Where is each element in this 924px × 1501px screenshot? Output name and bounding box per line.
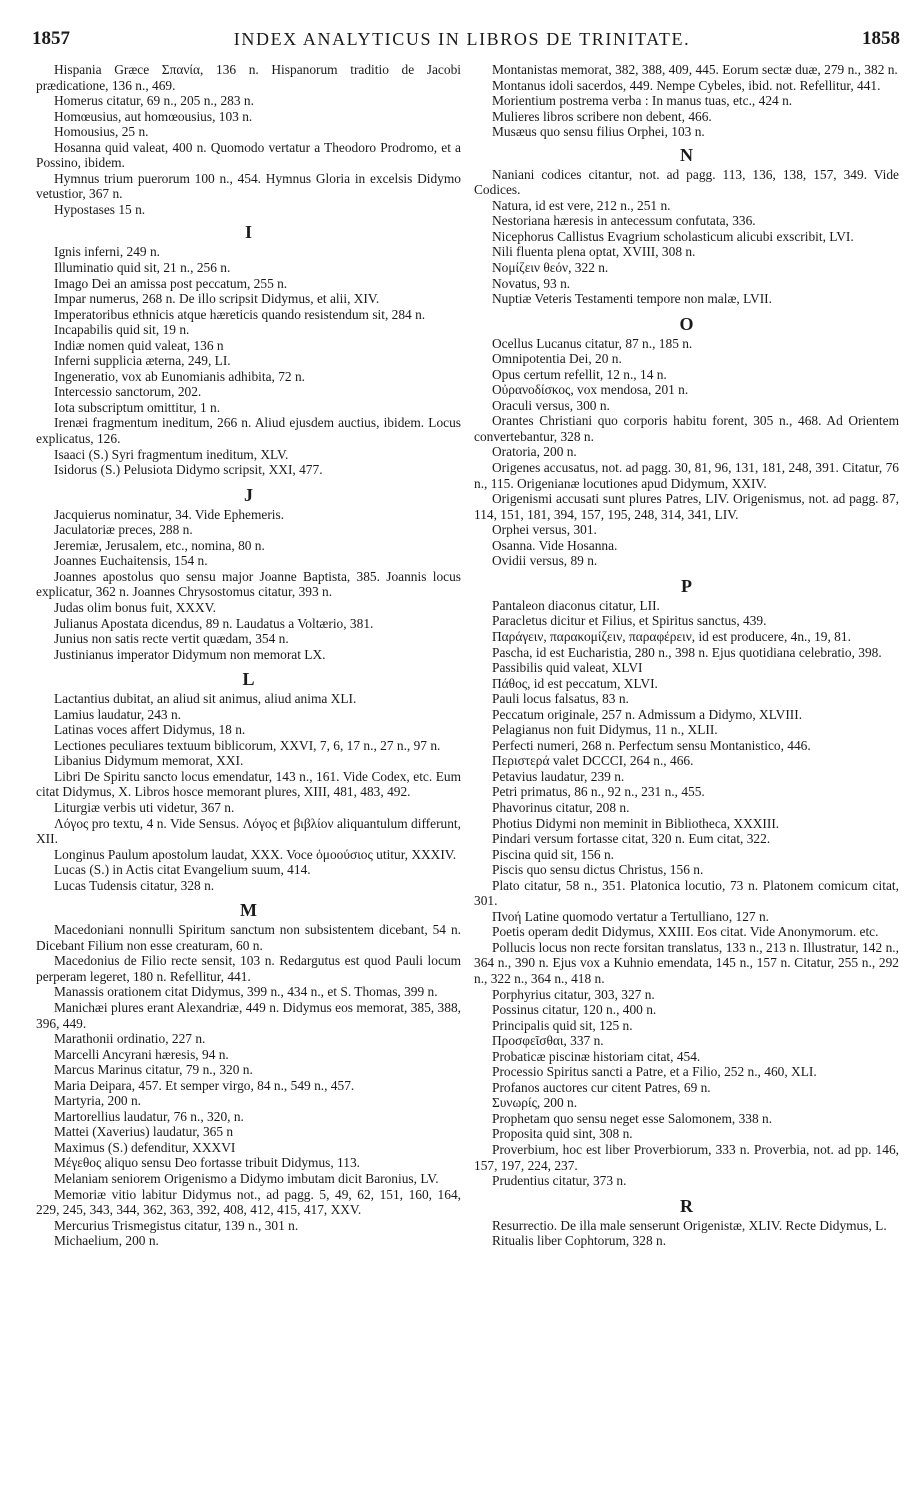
letter-section: [36, 220, 461, 477]
index-entry: Πνοή Latine quomodo vertatur a Tertulliano, 127 n.: [492, 908, 770, 924]
index-entry: Pindari versum fortasse citat, 320 n. Eum citat, 322.: [492, 831, 771, 847]
index-entry: Irenæi fragmentum ineditum, 266 n. Aliud ejusdem auctius, ibidem. Locus explicatus, 126.: [36, 415, 461, 447]
index-entry: Λόγος pro textu, 4 n. Vide Sensus. Λόγος et βιβλίον aliquantulum differunt, XII.: [36, 815, 461, 847]
index-entry: Junius non satis recte vertit quædam, 354 n.: [54, 631, 289, 647]
index-entry: Ingeneratio, vox ab Eunomianis adhibita, 72 n.: [54, 368, 306, 384]
section-letter-heading: L: [242, 669, 255, 690]
index-entry: Manichæi plures erant Alexandriæ, 449 n. Didymus eos memorat, 385, 388, 396, 449.: [36, 999, 461, 1031]
index-entry: Orphei versus, 301.: [492, 522, 597, 538]
index-entry: Poetis operam dedit Didymus, XXIII. Eos citat. Vide Anonymorum. etc.: [492, 924, 879, 940]
index-entry: Marathonii ordinatio, 227 n.: [54, 1031, 206, 1047]
section-letter-heading: M: [240, 900, 257, 921]
index-entry: Lamius laudatur, 243 n.: [54, 706, 182, 722]
index-entry: Manassis orationem citat Didymus, 399 n., 434 n., et S. Thomas, 399 n.: [54, 984, 438, 1000]
index-entry: Montanus idoli sacerdos, 449. Nempe Cybeles, ibid. not. Refellitur, 441.: [492, 77, 881, 93]
index-entry: Συνωρίς, 200 n.: [492, 1095, 578, 1111]
index-entry: Joannes Euchaitensis, 154 n.: [54, 553, 208, 569]
index-entry: Marcelli Ancyrani hæresis, 94 n.: [54, 1046, 229, 1062]
section-letter-heading: O: [679, 313, 694, 334]
index-entry: Inferni supplicia æterna, 249, LI.: [54, 353, 231, 369]
index-entry: Peccatum originale, 257 n. Admissum a Didymo, XLVIII.: [492, 706, 803, 722]
index-entry: Oratoria, 200 n.: [492, 444, 577, 460]
index-entry: Προσφεῖσθαι, 337 n.: [492, 1033, 604, 1049]
index-entry: Oraculi versus, 300 n.: [492, 397, 610, 413]
index-entry: Isidorus (S.) Pelusiota Didymo scripsit, XXI, 477.: [54, 462, 323, 478]
index-entry: Piscina quid sit, 156 n.: [492, 846, 615, 862]
index-entry: Probaticæ piscinæ historiam citat, 454.: [492, 1048, 701, 1064]
index-entry: Petri primatus, 86 n., 92 n., 231 n., 455.: [492, 784, 705, 800]
page-number-right: 1858: [862, 28, 900, 49]
letter-section: [36, 483, 461, 662]
index-entry: Ignis inferni, 249 n.: [54, 244, 160, 260]
index-entry: Hymnus trium puerorum 100 n., 454. Hymnus Gloria in excelsis Didymo vetustior, 367 n.: [36, 170, 461, 202]
index-entry: Morientium postrema verba : In manus tuas, etc., 424 n.: [492, 93, 793, 109]
index-entry: Martorellius laudatur, 76 n., 320, n.: [54, 1108, 244, 1124]
letter-section: [474, 574, 899, 1189]
index-entry: Mercurius Trismegistus citatur, 139 n., 301 n.: [54, 1217, 299, 1233]
index-entry: Novatus, 93 n.: [492, 275, 571, 291]
index-entry: Libri De Spiritu sancto locus emendatur, 143 n., 161. Vide Codex, etc. Eum citat Didymus, X. Libros hosce memorant plures, XIII, 481, 483, 492.: [36, 768, 461, 800]
page-header: [0, 28, 924, 58]
section-letter-heading: N: [680, 144, 693, 165]
index-entry: Melaniam seniorem Origenismo a Didymo imbutam dicit Baronius, LV.: [54, 1171, 439, 1186]
index-entry: Martyria, 200 n.: [54, 1093, 142, 1109]
left-column: [36, 62, 461, 1254]
index-entry: Judas olim bonus fuit, XXXV.: [54, 599, 216, 615]
index-entry: Porphyrius citatur, 303, 327 n.: [492, 986, 655, 1002]
index-entry: Libanius Didymum memorat, XXI.: [54, 753, 244, 769]
index-entry: Montanistas memorat, 382, 388, 409, 445. Eorum sectæ duæ, 279 n., 382 n.: [492, 62, 898, 77]
index-entry: Musæus quo sensu filius Orphei, 103 n.: [492, 124, 705, 140]
index-entry: Photius Didymi non meminit in Bibliotheca, XXXIII.: [492, 815, 780, 831]
index-entry: Macedoniani nonnulli Spiritum sanctum non subsistentem dicebant, 54 n. Dicebant Filium non esse creaturam, 60 n.: [36, 922, 461, 953]
index-entry: Liturgiæ verbis uti videtur, 367 n.: [54, 799, 235, 815]
letter-section: [36, 667, 461, 893]
index-entry: Longinus Paulum apostolum laudat, XXX. Voce ὁμοούσιος utitur, XXXIV.: [54, 846, 457, 862]
index-entry: Piscis quo sensu dictus Christus, 156 n.: [492, 862, 704, 878]
section-letter-heading: R: [680, 1195, 693, 1216]
index-entry: Indiæ nomen quid valeat, 136 n: [54, 337, 224, 353]
index-entry: Principalis quid sit, 125 n.: [492, 1017, 633, 1033]
running-title: INDEX ANALYTICUS IN LIBROS DE TRINITATE.: [233, 29, 691, 49]
index-entry: Latinas voces affert Didymus, 18 n.: [54, 722, 246, 738]
index-entry: Imperatoribus ethnicis atque hæreticis quando resistendum sit, 284 n.: [54, 306, 426, 322]
index-entry: Omnipotentia Dei, 20 n.: [492, 351, 622, 367]
index-entry: Lactantius dubitat, an aliud sit animus, aliud anima XLI.: [54, 691, 357, 707]
index-entry: Nuptiæ Veteris Testamenti tempore non malæ, LVII.: [492, 291, 772, 307]
index-entry: Νομίζειν θεόν, 322 n.: [492, 260, 609, 276]
index-entry: Impar numerus, 268 n. De illo scripsit Didymus, et alii, XIV.: [54, 291, 380, 307]
index-entry: Hosanna quid valeat, 400 n. Quomodo vertatur a Theodoro Prodromo, et a Possino, ibidem.: [36, 139, 461, 171]
index-entry: Petavius laudatur, 239 n.: [492, 768, 625, 784]
index-entry: Nestoriana hæresis in antecessum confutata, 336.: [492, 213, 756, 229]
index-entry: Plato citatur, 58 n., 351. Platonica locutio, 73 n. Platonem comicum citat, 301.: [474, 877, 899, 909]
index-entry: Prophetam quo sensu neget esse Salomonem, 338 n.: [492, 1110, 773, 1126]
index-entry: Ritualis liber Cophtorum, 328 n.: [492, 1233, 667, 1249]
index-entry: Marcus Marinus citatur, 79 n., 320 n.: [54, 1062, 253, 1078]
index-entry: Jacquierus nominatur, 34. Vide Ephemeris.: [54, 506, 285, 522]
index-entry: Nicephorus Callistus Evagrium scholasticum alicubi exscribit, LVI.: [492, 228, 854, 244]
index-entry: Passibilis quid valeat, XLVI: [492, 660, 643, 676]
index-entry: Maximus (S.) defenditur, XXXVI: [54, 1139, 236, 1155]
index-entry: Οὐρανοδίσκος, vox mendosa, 201 n.: [492, 382, 689, 398]
letter-section: [474, 143, 899, 307]
index-entry: Proposita quid sint, 308 n.: [492, 1126, 633, 1142]
index-entry: Pascha, id est Eucharistia, 280 n., 398 n. Ejus quotidiana celebratio, 398.: [492, 644, 882, 660]
index-entry: Processio Spiritus sancti a Patre, et a Filio, 252 n., 460, XLI.: [492, 1064, 817, 1080]
index-entry: Pantaleon diaconus citatur, LII.: [492, 597, 660, 613]
index-entry: Perfecti numeri, 268 n. Perfectum sensu Montanistico, 446.: [492, 737, 811, 753]
index-entry: Pollucis locus non recte forsitan translatus, 133 n., 213 n. Illustratur, 142 n., 364 n., 390 n. Ejus vox a Kuhnio emendata, 145 n., 157 n. Citatur, 255 n., 292 n., 322 n., 364 n., 418 n.: [474, 939, 899, 986]
index-entry: Παράγειν, παρακομίζειν, παραφέρειν, id est producere, 4n., 19, 81.: [492, 628, 851, 644]
index-entry: Mattei (Xaverius) laudatur, 365 n: [54, 1124, 234, 1140]
section-letter-heading: I: [244, 222, 252, 243]
section-letter-heading: J: [244, 484, 253, 505]
index-entry: Orantes Christiani quo corporis habitu forent, 305 n., 468. Ad Orientem convertebantur, 328 n.: [474, 413, 899, 444]
index-entry: Imago Dei an amissa post peccatum, 255 n.: [54, 275, 288, 291]
section-letter-heading: P: [681, 575, 692, 596]
index-entry: Μέγεθος aliquo sensu Deo fortasse tribuit Didymus, 113.: [54, 1155, 360, 1171]
index-entry: Iota subscriptum omittitur, 1 n.: [54, 399, 221, 415]
index-entry: Joannes apostolus quo sensu major Joanne Baptista, 385. Joannis locus explicatur, 362 n. Joannes Chrysostomus citatur, 393 n.: [36, 568, 461, 600]
index-entry: Homerus citatur, 69 n., 205 n., 283 n.: [54, 93, 254, 109]
letter-section: [474, 1194, 899, 1249]
index-entry: Natura, id est vere, 212 n., 251 n.: [492, 197, 671, 213]
index-entry: Jaculatoriæ preces, 288 n.: [54, 522, 193, 538]
index-entry: Homousius, 25 n.: [54, 124, 149, 140]
index-entry: Jeremiæ, Jerusalem, etc., nomina, 80 n.: [54, 537, 265, 553]
index-entry: Memoriæ vitio labitur Didymus not., ad pagg. 5, 49, 62, 151, 160, 164, 229, 245, 343, 344, 362, 363, 392, 408, 412, 415, 417, XXV.: [36, 1186, 461, 1218]
index-entry: Hispania Græce Σπανία, 136 n. Hispanorum traditio de Jacobi prædicatione, 136 n., 469.: [36, 62, 461, 93]
index-entry: Ovidii versus, 89 n.: [492, 553, 598, 569]
index-entry: Homœusius, aut homœousius, 103 n.: [54, 108, 253, 124]
index-entry: Macedonius de Filio recte sensit, 103 n. Redargutus est quod Pauli locum perperam legeret, 180 n. Refellitur, 441.: [36, 953, 461, 984]
index-entry: Paracletus dicitur et Filius, et Spiritus sanctus, 439.: [492, 613, 767, 629]
index-entry: Περιστερά valet DCCCI, 264 n., 466.: [492, 753, 694, 769]
letter-section: [474, 312, 899, 569]
index-entry: Hypostases 15 n.: [54, 201, 146, 217]
index-entry: Lectiones peculiares textuum biblicorum, XXVI, 7, 6, 17 n., 27 n., 97 n.: [54, 737, 441, 753]
index-entry: Origenes accusatus, not. ad pagg. 30, 81, 96, 131, 181, 248, 391. Citatur, 76 n., 115. Origenianæ locutiones apud Didymum, XXIV.: [474, 460, 899, 491]
index-entry: Michaelium, 200 n.: [54, 1233, 159, 1249]
index-entry: Proverbium, hoc est liber Proverbiorum, 333 n. Proverbia, not. ad pp. 146, 157, 197, 224, 237.: [474, 1142, 899, 1173]
index-entry: Resurrectio. De illa male senserunt Origenistæ, XLIV. Recte Didymus, L.: [492, 1217, 887, 1233]
index-entry: Lucas (S.) in Actis citat Evangelium suum, 414.: [54, 862, 311, 878]
page-number-left: 1857: [32, 28, 70, 49]
index-entry: Mulieres libros scribere non debent, 466.: [492, 108, 712, 124]
index-entry: Incapabilis quid sit, 19 n.: [54, 322, 190, 338]
index-entry: Nili fluenta plena optat, XVIII, 308 n.: [492, 244, 696, 260]
index-entry: Maria Deipara, 457. Et semper virgo, 84 n., 549 n., 457.: [54, 1077, 355, 1093]
index-entry: Phavorinus citatur, 208 n.: [492, 799, 630, 815]
index-entry: Isaaci (S.) Syri fragmentum ineditum, XLV.: [54, 446, 289, 462]
index-entry: Possinus citatur, 120 n., 400 n.: [492, 1002, 657, 1018]
index-entry: Origenismi accusati sunt plures Patres, LIV. Origenismus, not. ad pagg. 87, 114, 151, 181, 394, 157, 195, 248, 314, 341, LIV.: [474, 491, 899, 522]
index-entry: Intercessio sanctorum, 202.: [54, 384, 202, 400]
index-entry: Pauli locus falsatus, 83 n.: [492, 691, 629, 707]
letter-section: [36, 898, 461, 1248]
index-entry: Prudentius citatur, 373 n.: [492, 1173, 627, 1189]
index-entry: Naniani codices citantur, not. ad pagg. 113, 136, 138, 157, 349. Vide Codices.: [474, 166, 899, 198]
index-entry: Lucas Tudensis citatur, 328 n.: [54, 877, 215, 893]
index-entry: Profanos auctores cur citent Patres, 69 n.: [492, 1079, 711, 1095]
index-entry: Illuminatio quid sit, 21 n., 256 n.: [54, 260, 231, 276]
index-entry: Osanna. Vide Hosanna.: [492, 537, 618, 553]
index-entry: Pelagianus non fuit Didymus, 11 n., XLII.: [492, 722, 718, 738]
index-entry: Julianus Apostata dicendus, 89 n. Laudatus a Voltærio, 381.: [54, 615, 374, 631]
right-column: [474, 62, 899, 1254]
index-entry: Justinianus imperator Didymum non memorat LX.: [54, 646, 326, 662]
index-entry: Ocellus Lucanus citatur, 87 n., 185 n.: [492, 335, 693, 351]
index-entry: Πάθος, id est peccatum, XLVI.: [492, 675, 658, 691]
index-entry: Opus certum refellit, 12 n., 14 n.: [492, 366, 667, 382]
